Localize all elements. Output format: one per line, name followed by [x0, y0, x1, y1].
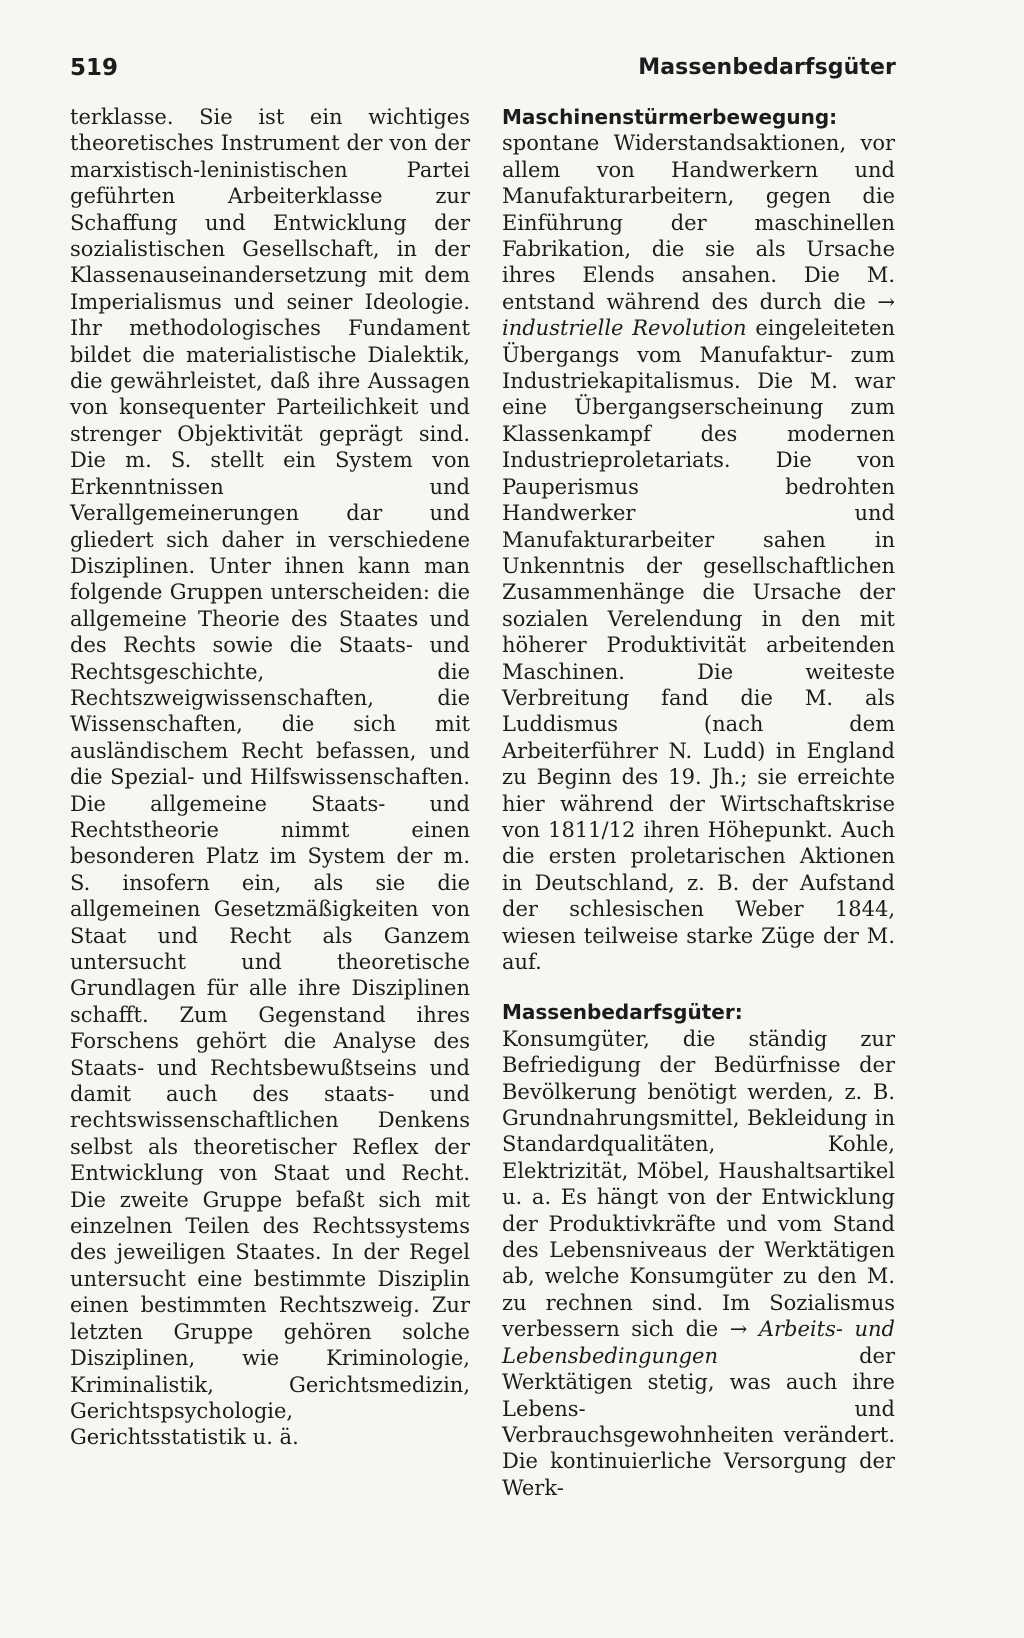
cross-reference-link[interactable]: Arbeits- und Lebensbedingungen [502, 1317, 895, 1368]
cross-reference-arrow-icon: → [877, 289, 895, 314]
left-column-text: terklasse. Sie ist ein wichtiges theoretisches Instrument der von der marxistisch-leninistischen Partei geführten Arbeiterklasse zur Schaffung und Entwicklung der sozialistischen Gesellschaft, in der Klassenauseinandersetzung mit dem Imperialismus und seiner Ideologie. Ihr methodologisches Fundament bildet die materialistische Dialektik, die gewährleistet, daß ihre Aussagen von konsequenter Parteilichkeit und strenger Objektivität geprägt sind. Die m. S. stellt ein System von Erkenntnissen und Verallgemeinerungen dar und gliedert sich daher in verschiedene Disziplinen. Unter ihnen kann man folgende Gruppen unterscheiden: die allgemeine Theorie des Staates und des Rechts sowie die Staats- und Rechtsgeschichte, die Rechtszweigwissenschaften, die Wissenschaften, die sich mit ausländischem Recht befassen, und die Spezial- und Hilfswissenschaften. Die allgemeine Staats- und Rechtstheorie nimmt einen besonderen Platz im System der m. S. insofern ein, als sie die allgemeinen Gesetzmäßigkeiten von Staat und Recht als Ganzem untersucht und theoretische Grundlagen für alle ihre Disziplinen schafft. Zum Gegenstand ihres Forschens gehört die Analyse des Staats- und Rechtsbewußtseins und damit auch des staats- und rechtswissenschaftlichen Denkens selbst als theoretischer Reflex der Entwicklung von Staat und Recht. Die zweite Gruppe befaßt sich mit einzelnen Teilen des Rechtssystems des jeweiligen Staates. In der Regel untersucht eine bestimmte Disziplin einen bestimmten Rechtszweig. Zur letzten Gruppe gehören solche Disziplinen, wie Kriminologie, Kriminalistik, Gerichtsmedizin, Gerichtspsychologie, Gerichtsstatistik u. ä. [70, 105, 470, 1450]
entry-text-part2: der Werktätigen stetig, was auch ihre Lebens- und Verbrauchsgewohnheiten verändert. Die kontinuierliche Versorgung der Werk- [502, 1343, 895, 1500]
entry-headword: Massenbedarfsgüter: [502, 1000, 743, 1025]
entry-body [502, 104, 895, 975]
entry-text-part1: spontane Widerstandsaktionen, vor allem von Handwerkern und Manufakturarbeitern, gegen die Einführung der maschinellen Fabrikation, die sie als Ursache ihres Elends ansahen. Die M. entstand während des durch die [502, 131, 895, 314]
cross-reference-arrow-icon: → [729, 1317, 748, 1342]
entry-headword: Maschinenstürmerbewegung: [502, 105, 838, 129]
right-column [502, 104, 895, 1525]
page-number: 519 [70, 55, 119, 81]
entry-text-part1: Konsumgüter, die ständig zur Befriedigung der Bedürfnisse der Bevölkerung benötigt werden, z. B. Grundnahrungsmittel, Bekleidung in Standardqualitäten, Kohle, Elektrizität, Möbel, Haushaltsartikel u. a. Es hängt von der Entwicklung der Produktivkräfte und vom Stand des Lebensniveaus der Werktätigen ab, welche Konsumgüter zu den M. zu rechnen sind. Im Sozialismus verbessern sich die [502, 1026, 895, 1342]
left-column [70, 104, 470, 1451]
cross-reference-link[interactable]: industrielle Revolution [502, 316, 747, 341]
entry-maschinenstuermerbewegung [502, 104, 895, 975]
entry-body [502, 999, 895, 1501]
entry-massenbedarfsgueter [502, 999, 895, 1501]
entry-text-part2: eingeleiteten Übergangs vom Manufaktur- zum Industriekapitalismus. Die M. war eine Übergangserscheinung zum Klassenkampf des modernen Industrieproletariats. Die von Pauperismus bedrohten Handwerker und Manufakturarbeiter sahen in Unkenntnis der gesellschaftlichen Zusammenhänge die Ursache der sozialen Verelendung in den mit höherer Produktivität arbeitenden Maschinen. Die weiteste Verbreitung fand die M. als Luddismus (nach dem Arbeiterführer N. Ludd) in England zu Beginn des 19. Jh.; sie erreichte hier während der Wirtschaftskrise von 1811/12 ihren Höhepunkt. Auch die ersten proletarischen Aktionen in Deutschland, z. B. der Aufstand der schlesischen Weber 1844, wiesen teilweise starke Züge der M. auf. [502, 316, 895, 974]
running-head: Massenbedarfsgüter [638, 55, 896, 80]
